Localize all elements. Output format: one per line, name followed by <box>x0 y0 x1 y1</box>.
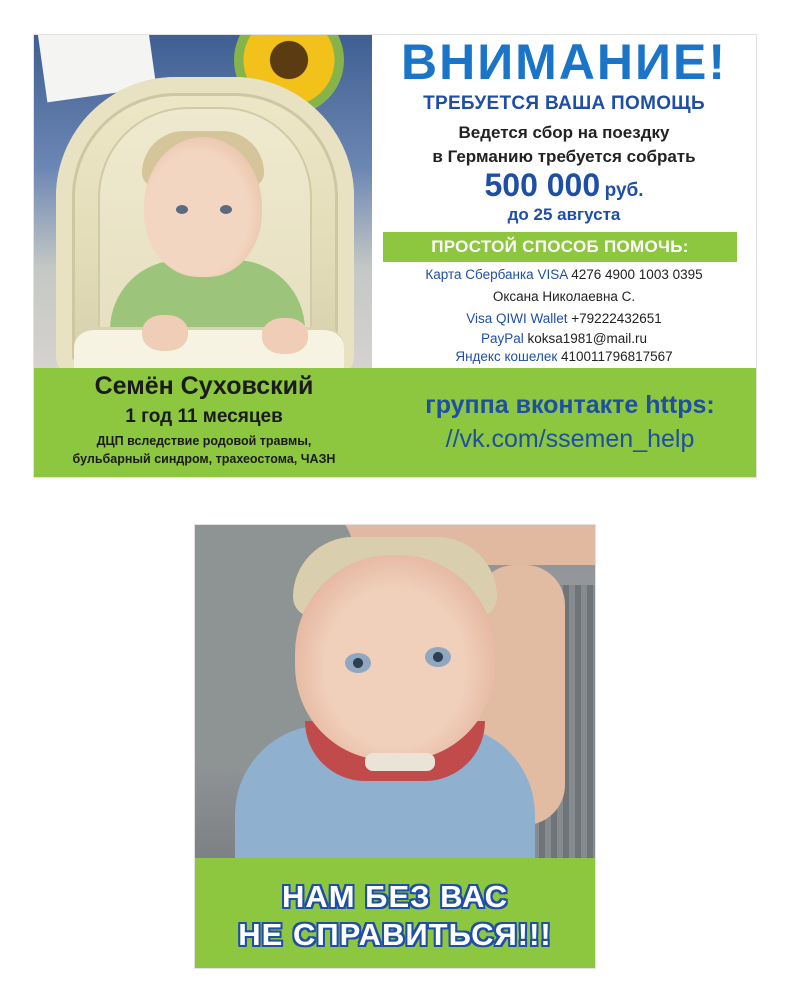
headline-attention: ВНИМАНИЕ! <box>401 34 727 90</box>
child-name: Семён Суховский <box>94 372 314 400</box>
diagnosis: ДЦП вследствие родовой травмы, бульбарный синдром, трахеостома, ЧАЗН <box>72 434 336 466</box>
slogan-band <box>195 858 595 968</box>
payment-yandex: Яндекс кошелек 410011796817567 <box>455 349 673 364</box>
child-photo-highchair <box>34 35 372 368</box>
sum-currency: руб. <box>604 180 644 201</box>
child-age: 1 год 11 месяцев <box>125 406 283 427</box>
payment-card-holder: Оксана Николаевна С. <box>492 289 636 304</box>
subheadline-help-needed: ТРЕБУЕТСЯ ВАША ПОМОЩЬ <box>423 93 705 114</box>
payment-paypal: PayPal koksa1981@mail.ru <box>480 331 648 346</box>
collection-description: Ведется сбор на поездку в Германию требуется собрать <box>432 123 696 166</box>
deadline: до 25 августа <box>507 205 621 224</box>
slogan: НАМ БЕЗ ВАС НЕ СПРАВИТЬСЯ!!! <box>238 879 552 952</box>
payment-qiwi: Visa QIWI Wallet +79222432651 <box>466 311 662 326</box>
appeal-info-panel <box>372 35 756 368</box>
vk-group-link[interactable]: группа вконтакте https: //vk.com/ssemen_help <box>425 391 715 453</box>
target-sum <box>372 169 756 201</box>
payment-sber-card: Карта Сбербанка VISA 4276 4900 1003 0395 <box>425 267 703 282</box>
sum-amount: 500 000 <box>484 167 601 203</box>
simple-way-to-help-banner: ПРОСТОЙ СПОСОБ ПОМОЧЬ: <box>383 232 737 262</box>
fundraising-poster-bottom <box>194 524 596 969</box>
child-photo-with-mother <box>195 525 595 858</box>
fundraising-poster-top <box>33 34 757 478</box>
child-info-band <box>34 368 756 477</box>
